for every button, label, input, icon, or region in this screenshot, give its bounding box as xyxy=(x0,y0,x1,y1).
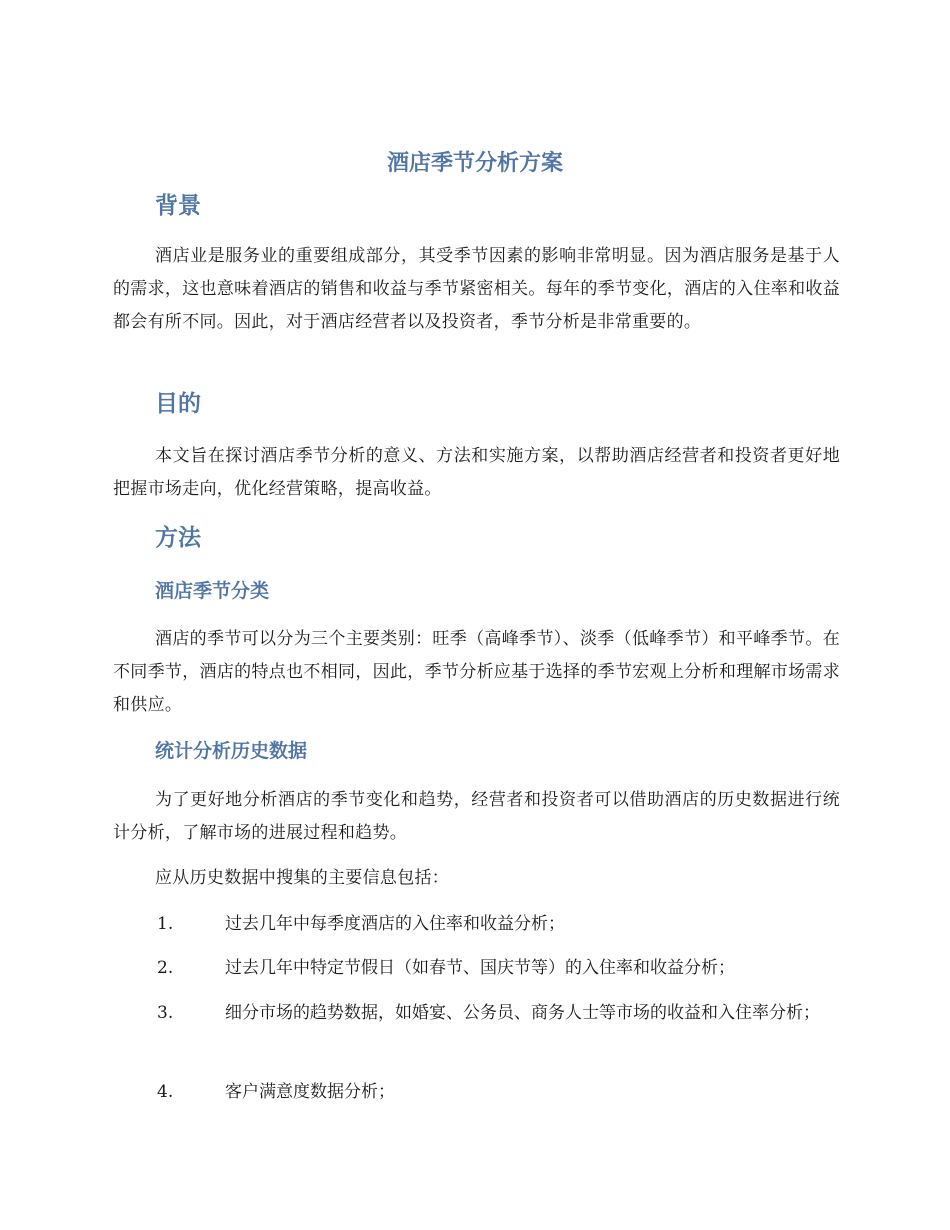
subheading-historical-statistics: 统计分析历史数据 xyxy=(155,740,308,762)
list-item xyxy=(113,952,840,985)
list-item xyxy=(113,997,840,1030)
heading-purpose: 目的 xyxy=(155,391,201,417)
heading-method: 方法 xyxy=(155,525,201,551)
list-item xyxy=(113,908,840,941)
list-item-number: 4. xyxy=(157,1082,174,1102)
heading-background: 背景 xyxy=(155,193,201,219)
paragraph-season-classification: 酒店的季节可以分为三个主要类别：旺季（高峰季节）、淡季（低峰季节）和平峰季节。在不同季节，酒店的特点也不相同，因此，季节分析应基于选择的季节宏观上分析和理解市场需求和供应。 xyxy=(113,629,840,715)
list-item-text: 过去几年中特定节假日（如春节、国庆节等）的入住率和收益分析； xyxy=(225,958,735,978)
list-item-number: 3. xyxy=(157,1003,174,1023)
list-item-text: 客户满意度数据分析； xyxy=(225,1082,395,1102)
paragraph-background: 酒店业是服务业的重要组成部分，其受季节因素的影响非常明显。因为酒店服务是基于人的需求，这也意味着酒店的销售和收益与季节紧密相关。每年的季节变化，酒店的入住率和收益都会有所不同。因此，对于酒店经营者以及投资者，季节分析是非常重要的。 xyxy=(113,246,840,332)
list-item xyxy=(113,1076,840,1109)
document-title: 酒店季节分析方案 xyxy=(386,151,563,176)
paragraph-purpose: 本文旨在探讨酒店季节分析的意义、方法和实施方案，以帮助酒店经营者和投资者更好地把握市场走向，优化经营策略，提高收益。 xyxy=(113,446,840,499)
list-item-text: 过去几年中每季度酒店的入住率和收益分析； xyxy=(225,914,565,934)
list-item-text: 细分市场的趋势数据，如婚宴、公务员、商务人士等市场的收益和入住率分析； xyxy=(225,1003,820,1023)
list-item-number: 1. xyxy=(157,914,174,934)
subheading-season-classification: 酒店季节分类 xyxy=(155,580,270,602)
paragraph-historical-statistics: 为了更好地分析酒店的季节变化和趋势，经营者和投资者可以借助酒店的历史数据进行统计分析，了解市场的进展过程和趋势。 xyxy=(113,790,840,843)
list-item-number: 2. xyxy=(157,958,174,978)
paragraph-info-intro: 应从历史数据中搜集的主要信息包括： xyxy=(155,868,450,888)
